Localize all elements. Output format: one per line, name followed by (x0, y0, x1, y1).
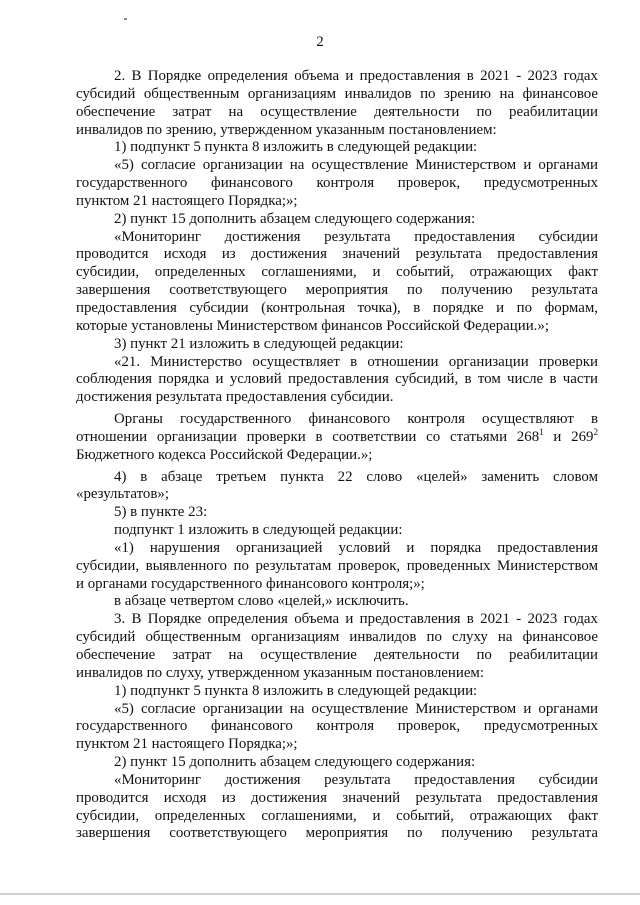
superscript: 1 (539, 426, 544, 437)
text-line: проводится исходя из достижения значений результата предоставления (76, 246, 598, 263)
paragraph (76, 336, 598, 354)
paragraph (76, 354, 598, 408)
superscript: 2 (593, 426, 598, 437)
text-line: 3. В Порядке определения объема и предоставления в 2021 - 2023 годах (114, 611, 598, 628)
paragraph (76, 411, 598, 465)
text-line: Бюджетного кодекса Российской Федерации.»; (76, 446, 373, 463)
paragraph (76, 522, 598, 540)
text-line: «5) согласие организации на осуществление Министерством и органами (114, 157, 598, 174)
text-fragment: отношении организации проверки в соответствии со статьями 268 (76, 428, 540, 445)
text-line: достижения результата предоставления субсидии. (76, 389, 394, 406)
text-line: Органы государственного финансового контроля осуществляют в (114, 411, 598, 428)
paragraph (76, 683, 598, 701)
text-line: 2) пункт 15 дополнить абзацем следующего содержания: (114, 754, 476, 771)
text-line: инвалидов по слуху, утвержденном указанным постановлением: (76, 664, 484, 681)
paragraph (76, 229, 598, 336)
paragraph (76, 211, 598, 229)
text-line: «Мониторинг достижения результата предоставления субсидии (114, 228, 598, 245)
text-line: завершения соответствующего мероприятия по получению результата (76, 825, 598, 842)
text-line: пунктом 21 настоящего Порядка;»; (76, 192, 298, 209)
text-line: субсидий общественным организациям инвалидов по слуху на финансовое (76, 629, 598, 646)
text-line: субсидий общественным организациям инвалидов по зрению на финансовое (76, 85, 598, 102)
paragraph (76, 754, 598, 772)
text-line: «5) согласие организации на осуществление Министерством и органами (114, 700, 598, 717)
text-line: в абзаце четвертом слово «целей,» исключить. (114, 593, 409, 610)
text-line: обеспечение затрат на осуществление деятельности по реабилитации (76, 647, 598, 663)
text-line-with-superscript (76, 426, 598, 447)
text-line: «результатов»; (76, 486, 169, 503)
text-line: пунктом 21 настоящего Порядка;»; (76, 736, 298, 753)
scan-edge-line (0, 893, 640, 895)
text-line: 4) в абзаце третьем пункта 22 слово «целей» заменить словом (114, 468, 598, 485)
text-line: «Мониторинг достижения результата предоставления субсидии (114, 771, 598, 788)
text-line: субсидии, выявленного по результатам проверок, проведенных Министерством (76, 557, 598, 574)
text-line: субсидии, определенных соглашениями, и событий, отражающих факт (76, 264, 598, 281)
text-line: предоставления субсидии (контрольная точка), в порядке и по формам, (76, 299, 598, 316)
text-line: 2. В Порядке определения объема и предоставления в 2021 - 2023 годах (114, 68, 598, 84)
paragraph (76, 540, 598, 594)
paragraph (76, 593, 598, 611)
paragraph (76, 504, 598, 522)
text-line: проводится исходя из достижения значений результата предоставления (76, 789, 598, 806)
paragraph (76, 611, 598, 682)
text-line: соблюдения порядка и условий предоставления субсидий, в том числе в части (76, 371, 598, 388)
text-line: государственного финансового контроля проверок, предусмотренных (76, 718, 598, 735)
paragraph (76, 139, 598, 157)
document-body (76, 68, 598, 843)
paragraph (76, 469, 598, 505)
text-line: 3) пункт 21 изложить в следующей редакции: (114, 335, 404, 352)
text-line: 1) подпункт 5 пункта 8 изложить в следующей редакции: (114, 139, 478, 156)
paragraph (76, 157, 598, 211)
paragraph (76, 772, 598, 843)
text-line: которые установлены Министерством финансов Российской Федерации.»; (76, 317, 549, 334)
scan-speck (124, 18, 127, 20)
text-line: государственного финансового контроля проверок, предусмотренных (76, 175, 598, 192)
text-line: инвалидов по зрению, утвержденном указанным постановлением: (76, 121, 497, 138)
text-fragment: и 269 (543, 428, 594, 445)
text-line: обеспечение затрат на осуществление деятельности по реабилитации (76, 103, 598, 120)
text-line: 1) подпункт 5 пункта 8 изложить в следующей редакции: (114, 682, 478, 699)
text-line: 5) в пункте 23: (114, 504, 208, 521)
text-line: «1) нарушения организацией условий и порядка предоставления (114, 539, 598, 556)
text-line: «21. Министерство осуществляет в отношении организации проверки (114, 353, 598, 370)
text-line: подпункт 1 изложить в следующей редакции: (114, 522, 403, 539)
page-number: 2 (316, 34, 324, 50)
text-line: 2) пункт 15 дополнить абзацем следующего содержания: (114, 210, 476, 227)
paragraph (76, 701, 598, 755)
text-line: и органами государственного финансового контроля;»; (76, 575, 425, 592)
text-line: завершения соответствующего мероприятия по получению результата (76, 282, 598, 299)
text-line: субсидии, определенных соглашениями, и событий, отражающих факт (76, 807, 598, 824)
paragraph (76, 68, 598, 139)
